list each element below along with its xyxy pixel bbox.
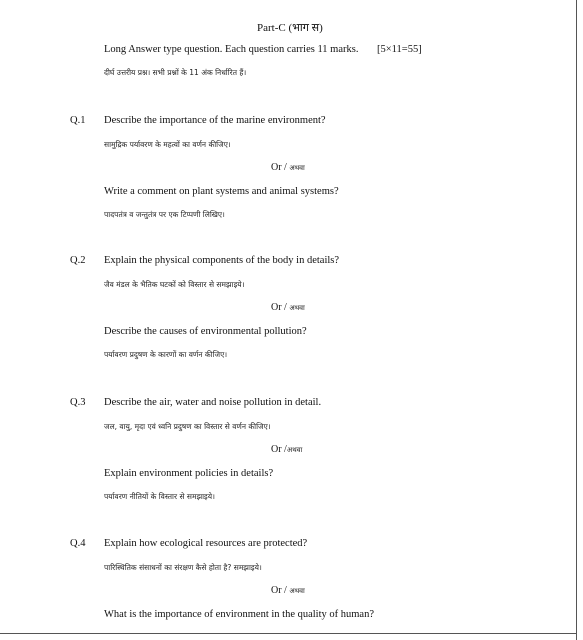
question-text-en: Explain the physical components of the body in details?: [104, 255, 340, 266]
or-separator: Or / अथवा: [271, 162, 305, 173]
question-text-hi: जल, वायु, मृदा एवं ध्वनि प्रदुषण का विस्तार से वर्णन कीजिए।: [104, 422, 271, 431]
alternate-question-en: Explain environment policies in details?: [104, 468, 274, 479]
alternate-question-en: What is the importance of environment in the quality of human?: [104, 609, 375, 620]
alternate-question-hi: पादपतंत्र व जन्तुतंत्र पर एक टिप्पणी लिखिए।: [104, 210, 225, 219]
alternate-question-en: Write a comment on plant systems and animal systems?: [104, 186, 339, 197]
question-number: Q.4: [70, 538, 86, 549]
alternate-question-en: Describe the causes of environmental pollution?: [104, 326, 307, 337]
or-separator: Or /अथवा: [271, 444, 303, 455]
or-separator: Or / अथवा: [271, 302, 305, 313]
instruction-hindi: दीर्घ उत्तरीय प्रश्न। सभी प्रश्नों के 11 अंक निर्धारित हैं।: [104, 68, 247, 77]
or-separator: Or / अथवा: [271, 585, 305, 596]
question-text-en: Describe the air, water and noise pollution in detail.: [104, 397, 322, 408]
page-border-bottom: [0, 633, 577, 634]
page-border-right: [576, 0, 577, 640]
question-text-hi: सामुद्रिक पर्यावरण के महत्वों का वर्णन कीजिए।: [104, 140, 231, 149]
part-title: Part-C (भाग स): [257, 22, 323, 34]
question-text-en: Describe the importance of the marine environment?: [104, 115, 326, 126]
question-text-hi: जैव मंडल के भैतिक घटकों को विस्तार से समझाइये।: [104, 280, 245, 289]
question-number: Q.2: [70, 255, 86, 266]
question-text-en: Explain how ecological resources are protected?: [104, 538, 308, 549]
question-number: Q.3: [70, 397, 86, 408]
alternate-question-hi: पर्यावरण प्रदुषण के कारणों का वर्णन कीजिए।: [104, 350, 228, 359]
instruction-english: Long Answer type question. Each question carries 11 marks.: [104, 44, 359, 55]
alternate-question-hi: पर्यावरण नीतियों के विस्तार से समझाइये।: [104, 492, 215, 501]
marks-total: [5×11=55]: [377, 44, 422, 55]
question-number: Q.1: [70, 115, 86, 126]
question-text-hi: पारिस्थितिक संसाधनों का संरक्षण कैसे होता है? समझाइये।: [104, 563, 262, 572]
